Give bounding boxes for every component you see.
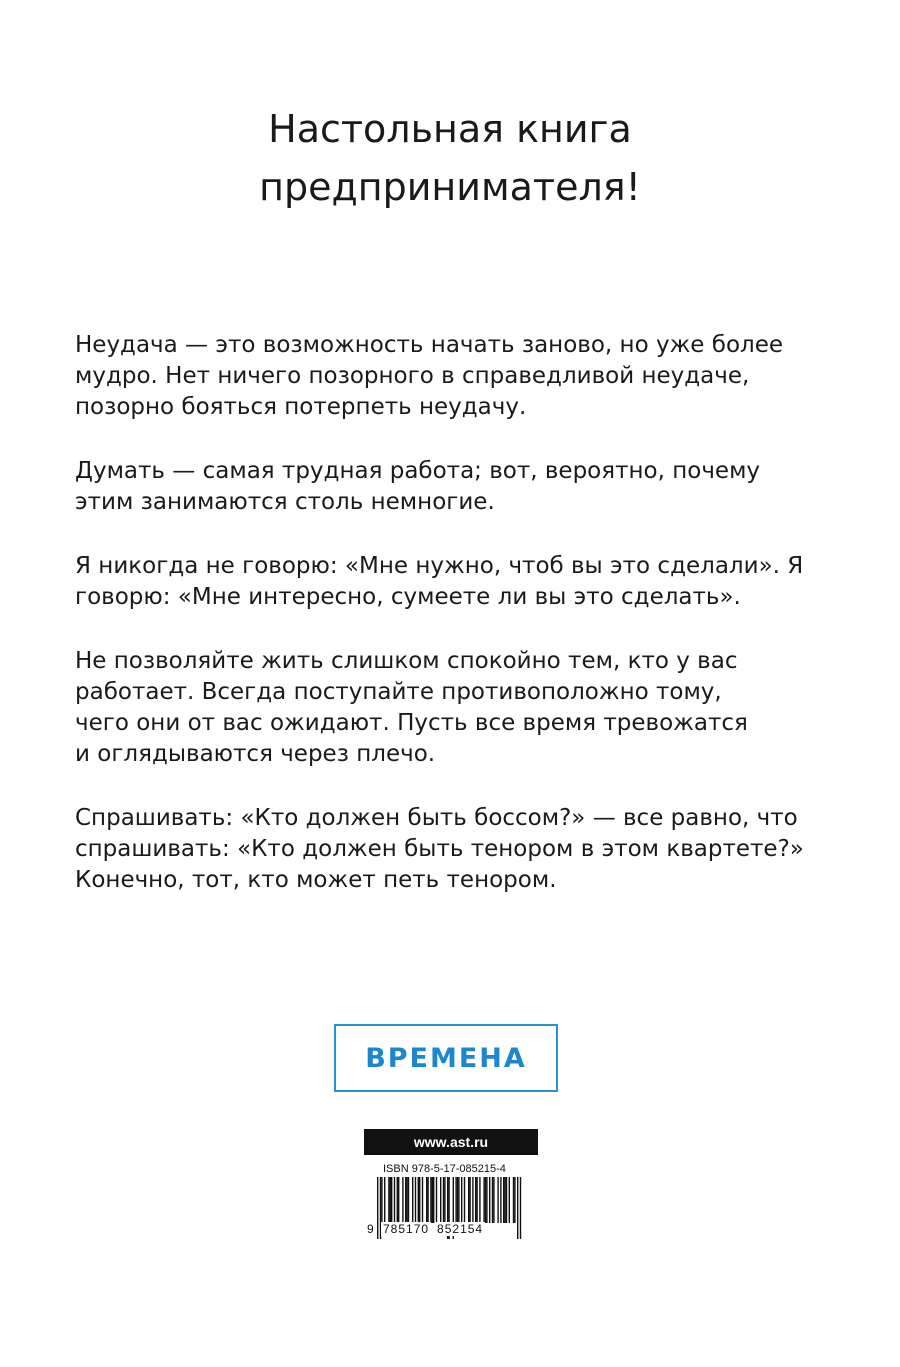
barcode-digit-first: 9 — [367, 1222, 374, 1236]
barcode-bar — [384, 1177, 385, 1223]
barcode-bar — [415, 1177, 416, 1223]
barcode-bar — [483, 1177, 484, 1223]
website-link: www.ast.ru — [413, 1134, 489, 1150]
barcode-bar — [461, 1177, 462, 1223]
barcode-bar — [432, 1177, 433, 1223]
book-slogan — [0, 100, 900, 216]
quote-line: чего они от вас ожидают. Пусть все время тревожатся — [75, 710, 748, 736]
quote-2 — [75, 456, 835, 518]
quote-4 — [75, 646, 835, 770]
barcode-bar — [509, 1177, 510, 1223]
barcode-bar — [418, 1177, 419, 1223]
barcode-bar — [503, 1177, 504, 1223]
barcode-bar — [406, 1177, 407, 1223]
barcode-bar — [391, 1177, 392, 1223]
quote-line: и оглядываются через плечо. — [75, 741, 436, 767]
barcode-bar — [497, 1177, 498, 1223]
barcode-bar — [514, 1177, 515, 1223]
barcode-bar — [412, 1177, 413, 1223]
isbn-label: ISBN 978-5-17-085215-4 — [383, 1163, 506, 1175]
quote-1 — [75, 330, 835, 423]
barcode-bar — [485, 1177, 486, 1223]
barcode-bar — [444, 1177, 445, 1223]
barcode-bar — [464, 1177, 465, 1223]
quote-line: Спрашивать: «Кто должен быть боссом?» — все равно, что — [75, 805, 798, 831]
barcode-bar — [513, 1177, 514, 1223]
publisher-logo — [334, 1024, 558, 1092]
quote-line: мудро. Нет ничего позорного в справедливой неудаче, — [75, 363, 750, 389]
quote-line: работает. Всегда поступайте противоположно тому, — [75, 679, 722, 705]
barcode-bar — [458, 1177, 459, 1223]
barcode-bar — [422, 1177, 423, 1223]
quote-line: позорно бояться потерпеть неудачу. — [75, 394, 527, 420]
barcode-bar — [430, 1177, 431, 1223]
barcode-bar — [486, 1177, 487, 1223]
barcode-bar — [381, 1177, 382, 1223]
quote-5 — [75, 803, 835, 896]
barcode-digits-right: 852154 — [437, 1222, 484, 1236]
quote-3 — [75, 551, 835, 613]
barcode-bar — [492, 1177, 493, 1223]
barcode-bar — [398, 1177, 399, 1223]
barcode-bar — [457, 1177, 458, 1223]
quote-line: Неудача — это возможность начать заново, но уже более — [75, 332, 784, 358]
quote-line: Конечно, тот, кто может петь тенором. — [75, 867, 557, 893]
barcode-bar — [504, 1177, 505, 1223]
barcode-bar — [433, 1177, 434, 1223]
barcode-bar — [405, 1177, 406, 1223]
barcode-bar — [426, 1177, 427, 1223]
barcode-bar — [427, 1177, 428, 1223]
quote-line: Я никогда не говорю: «Мне нужно, чтоб вы это сделали». Я — [75, 553, 804, 579]
barcode-bar — [493, 1177, 494, 1223]
barcode-bar — [476, 1177, 477, 1223]
slogan-line-1: Настольная книга — [268, 107, 632, 151]
barcode-bar — [500, 1177, 501, 1223]
barcode-bar — [472, 1177, 473, 1223]
barcode-digits — [367, 1222, 527, 1236]
barcode-bar — [397, 1177, 398, 1223]
barcode-bar — [506, 1177, 507, 1223]
publisher-logo-text: ВРЕМЕНА — [365, 1042, 527, 1074]
barcode-bar — [468, 1177, 469, 1223]
barcode-bar — [489, 1177, 490, 1223]
website-bar — [364, 1129, 538, 1155]
barcode-bar — [440, 1177, 441, 1223]
barcode-bar — [479, 1177, 480, 1223]
barcode-bar — [475, 1177, 476, 1223]
barcode-bar — [402, 1177, 403, 1223]
barcode-bar — [455, 1177, 456, 1223]
barcode-bar — [390, 1177, 391, 1223]
barcode-bar — [408, 1177, 409, 1223]
barcode-bar — [469, 1177, 470, 1223]
slogan-line-2: предпринимателя! — [259, 165, 641, 209]
barcode-bar — [419, 1177, 420, 1223]
quotes-block — [75, 330, 835, 929]
barcode-bar — [443, 1177, 444, 1223]
quote-line: Думать — самая трудная работа; вот, вероятно, почему — [75, 458, 761, 484]
barcode-bar — [394, 1177, 395, 1223]
quote-line: говорю: «Мне интересно, сумеете ли вы это сделать». — [75, 584, 741, 610]
barcode-bar — [388, 1177, 389, 1223]
quote-line: этим занимаются столь немногие. — [75, 489, 495, 515]
barcode-bar — [436, 1177, 437, 1223]
quote-line: Не позволяйте жить слишком спокойно тем, кто у вас — [75, 648, 738, 674]
barcode-digits-left: 785170 — [383, 1222, 430, 1236]
quote-line: спрашивать: «Кто должен быть тенором в этом квартете?» — [75, 836, 804, 862]
